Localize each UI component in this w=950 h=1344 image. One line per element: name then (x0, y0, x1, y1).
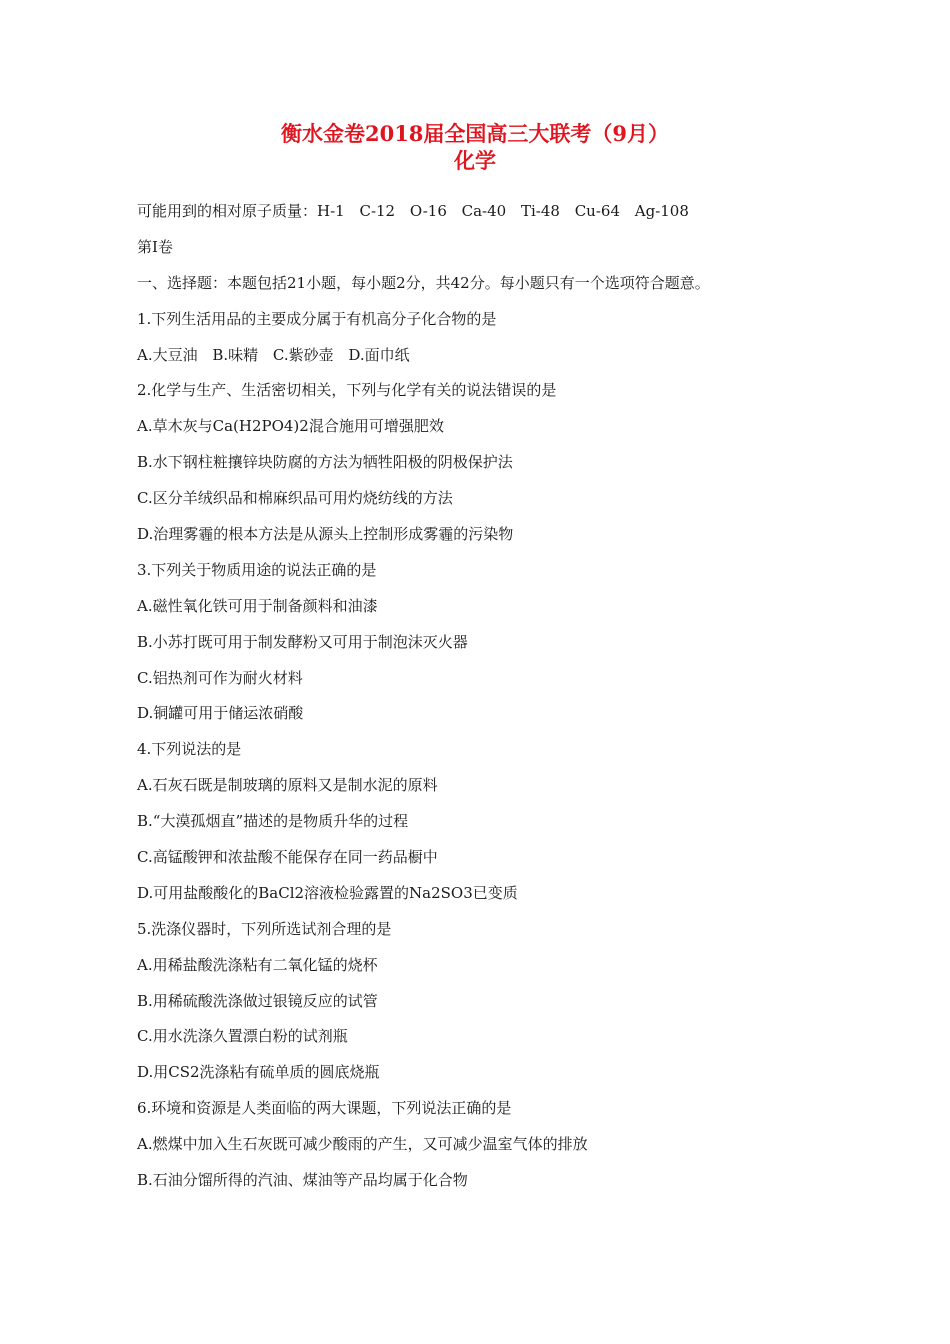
atomic-masses-line: 可能用到的相对原子质量：H-1 C-12 O-16 Ca-40 Ti-48 Cu-64 Ag-108 (137, 202, 689, 220)
question-5-stem: 5.洗涤仪器时，下列所选试剂合理的是 (137, 919, 392, 938)
question-3-option-c: C.铝热剂可作为耐火材料 (137, 668, 303, 687)
question-5-option-a: A.用稀盐酸洗涤粘有二氧化锰的烧杯 (137, 955, 378, 974)
question-6-stem: 6.环境和资源是人类面临的两大课题，下列说法正确的是 (137, 1099, 512, 1118)
question-4-stem: 4.下列说法的是 (137, 740, 242, 759)
question-3-stem: 3.下列关于物质用途的说法正确的是 (137, 560, 377, 579)
exam-title-subject: 化学 (454, 148, 496, 173)
question-2-option-a: A.草木灰与Ca(H2PO4)2混合施用可增强肥效 (137, 417, 444, 436)
question-4-option-c: C.高锰酸钾和浓盐酸不能保存在同一药品橱中 (137, 848, 438, 867)
section-intro: 一、选择题：本题包括21小题，每小题2分，共42分。每小题只有一个选项符合题意。 (137, 273, 710, 292)
question-3-option-b: B.小苏打既可用于制发酵粉又可用于制泡沫灭火器 (137, 632, 468, 651)
question-2-option-b: B.水下钢柱粧攘锌块防腐的方法为牺牲阳极的阴极保护法 (137, 453, 513, 472)
question-4-option-b: B.“大漠孤烟直”描述的是物质升华的过程 (137, 812, 409, 831)
exam-title (0, 120, 950, 174)
question-2-option-d: D.治理雾霾的根本方法是从源头上控制形成雾霾的污染物 (137, 525, 514, 544)
question-1-stem: 1.下列生活用品的主要成分属于有机高分子化合物的是 (137, 309, 497, 328)
question-4-option-a: A.石灰石既是制玻璃的原料又是制水泥的原料 (137, 776, 438, 795)
question-5-option-d: D.用CS2洗涤粘有硫单质的圆底烧瓶 (137, 1063, 380, 1082)
question-4-option-d: D.可用盐酸酸化的BaCl2溶液检验露置的Na2SO3已变质 (137, 883, 518, 902)
question-2-stem: 2.化学与生产、生活密切相关，下列与化学有关的说法错误的是 (137, 381, 557, 400)
volume-label: 第I卷 (137, 237, 173, 256)
question-1-options: A.大豆油 B.味精 C.紫砂壶 D.面巾纸 (137, 345, 410, 364)
question-2-option-c: C.区分羊绒织品和棉麻织品可用灼烧纺线的方法 (137, 489, 453, 508)
question-3-option-d: D.铜罐可用于储运浓硝酸 (137, 704, 304, 723)
question-5-option-b: B.用稀硫酸洗涤做过银镜反应的试管 (137, 991, 378, 1010)
question-6-option-a: A.燃煤中加入生石灰既可减少酸雨的产生，又可减少温室气体的排放 (137, 1135, 588, 1154)
question-6-option-b: B.石油分馏所得的汽油、煤油等产品均属于化合物 (137, 1171, 468, 1190)
question-5-option-c: C.用水洗涤久置漂白粉的试剂瓶 (137, 1027, 348, 1046)
exam-title-main: 衡水金卷2018届全国高三大联考（9月） (280, 121, 670, 146)
exam-content (137, 198, 837, 1203)
question-3-option-a: A.磁性氧化铁可用于制备颜料和油漆 (137, 596, 378, 615)
